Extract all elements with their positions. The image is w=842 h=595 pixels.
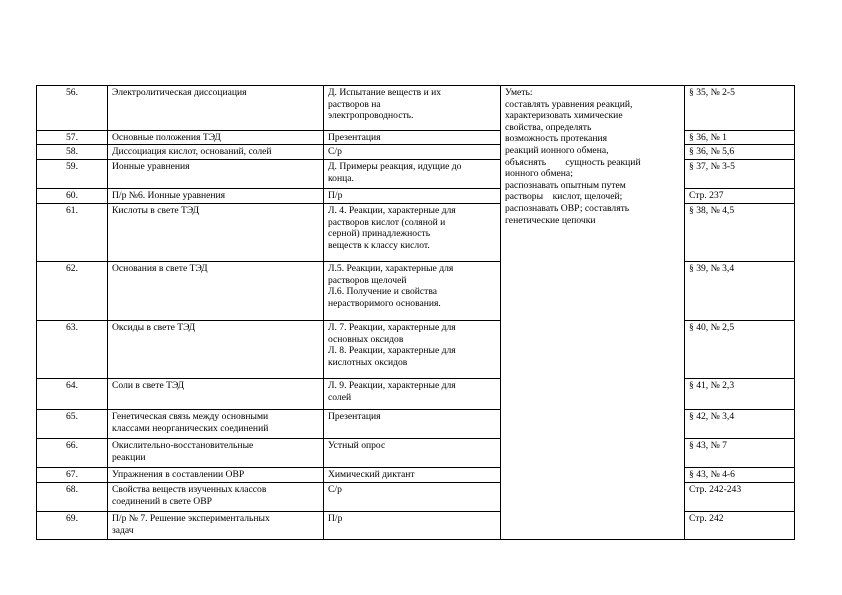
- lesson-topic: [108, 512, 324, 540]
- lesson-topic: [108, 321, 324, 379]
- homework-cell: § 40, № 2,5: [685, 321, 795, 379]
- topic-line: Основания в свете ТЭД: [112, 263, 208, 274]
- experiment-line: С/р: [328, 484, 342, 495]
- requirement-line: свойства, определять: [505, 121, 592, 133]
- topic-line: Ионные уравнения: [112, 161, 190, 172]
- homework-cell: § 42, № 3,4: [685, 410, 795, 439]
- homework-cell: § 38, № 4,5: [685, 204, 795, 262]
- lesson-experiment: [324, 410, 501, 439]
- requirement-line: распознавать ОВР; составлять: [505, 202, 630, 214]
- topic-line: задач: [112, 524, 134, 536]
- experiment-line: растворов кислот (соляной и: [328, 216, 446, 228]
- lesson-number: 62.: [37, 262, 108, 321]
- experiment-line: веществ к классу кислот.: [328, 239, 430, 251]
- lesson-number: 68.: [37, 483, 108, 512]
- experiment-line: нерастворимого основания.: [328, 297, 441, 309]
- table-row: [37, 86, 795, 131]
- requirement-line: генетические цепочки: [505, 214, 596, 226]
- requirement-line: объяснять сущность реакций: [505, 156, 641, 168]
- lesson-topic: [108, 483, 324, 512]
- lesson-topic: [108, 410, 324, 439]
- requirement-line: характеризовать химические: [505, 110, 623, 122]
- topic-line: Оксиды в свете ТЭД: [112, 322, 196, 333]
- lesson-topic: [108, 204, 324, 262]
- lesson-experiment: [324, 204, 501, 262]
- lesson-topic: [108, 86, 324, 131]
- homework-cell: § 39, № 3,4: [685, 262, 795, 321]
- lesson-number: 67.: [37, 468, 108, 483]
- requirement-line: составлять уравнения реакций,: [505, 98, 633, 110]
- lesson-topic: [108, 262, 324, 321]
- experiment-line: электропроводность.: [328, 110, 414, 122]
- homework-cell: Стр. 242: [685, 512, 795, 540]
- lesson-number: 56.: [37, 86, 108, 131]
- homework-cell: § 36, № 1: [685, 131, 795, 145]
- requirement-line: возможность протекания: [505, 133, 608, 145]
- homework-cell: § 35, № 2-5: [685, 86, 795, 131]
- lesson-topic: [108, 160, 324, 189]
- experiment-line: солей: [328, 391, 352, 403]
- lesson-topic: [108, 439, 324, 468]
- homework-cell: Стр. 237: [685, 189, 795, 204]
- topic-line: П/р № 7. Решение экспериментальных: [112, 513, 270, 524]
- experiment-line: С/р: [328, 146, 342, 157]
- lesson-number: 66.: [37, 439, 108, 468]
- lesson-experiment: [324, 86, 501, 131]
- experiment-line: растворов щелочей: [328, 274, 407, 286]
- requirement-line: распознавать опытным путем: [505, 179, 626, 191]
- lesson-experiment: [324, 189, 501, 204]
- requirement-line: ионного обмена;: [505, 168, 573, 180]
- experiment-line: кислотных оксидов: [328, 356, 408, 368]
- topic-line: соединений в свете ОВР: [112, 495, 212, 507]
- homework-cell: § 43, № 7: [685, 439, 795, 468]
- lesson-number: 69.: [37, 512, 108, 540]
- experiment-line: Л.6. Получение и свойства: [328, 286, 437, 298]
- lesson-experiment: [324, 321, 501, 379]
- requirements-cell: [501, 86, 685, 540]
- experiment-line: растворов на: [328, 98, 381, 110]
- lesson-experiment: [324, 439, 501, 468]
- experiment-line: П/р: [328, 190, 343, 201]
- experiment-line: Л. 8. Реакции, характерные для: [328, 345, 456, 357]
- topic-line: Основные положения ТЭД: [112, 132, 221, 143]
- lesson-experiment: [324, 468, 501, 483]
- topic-line: реакции: [112, 451, 146, 463]
- homework-cell: § 43, № 4-6: [685, 468, 795, 483]
- topic-line: Окислительно-восстановительные: [112, 440, 254, 451]
- homework-cell: § 36, № 5,6: [685, 145, 795, 160]
- topic-line: Кислоты в свете ТЭД: [112, 205, 199, 216]
- requirement-line: Уметь:: [505, 87, 533, 98]
- experiment-line: основных оксидов: [328, 333, 404, 345]
- lesson-number: 64.: [37, 379, 108, 410]
- lesson-number: 61.: [37, 204, 108, 262]
- lesson-topic: [108, 189, 324, 204]
- experiment-line: Д. Примеры реакция, идущие до: [328, 161, 462, 172]
- experiment-line: Д. Испытание веществ и их: [328, 87, 442, 98]
- experiment-line: Презентация: [328, 411, 381, 422]
- topic-line: Генетическая связь между основными: [112, 411, 269, 422]
- requirement-line: растворы кислот, щелочей;: [505, 191, 623, 203]
- lesson-number: 65.: [37, 410, 108, 439]
- lesson-experiment: [324, 512, 501, 540]
- experiment-line: серной) принадлежность: [328, 228, 431, 240]
- experiment-line: Устный опрос: [328, 440, 386, 451]
- lesson-experiment: [324, 483, 501, 512]
- topic-line: классами неорганических соединений: [112, 422, 269, 434]
- experiment-line: Л. 7. Реакции, характерные для: [328, 322, 456, 333]
- lesson-experiment: [324, 379, 501, 410]
- topic-line: Свойства веществ изученных классов: [112, 484, 267, 495]
- experiment-line: П/р: [328, 513, 343, 524]
- topic-line: П/р №6. Ионные уравнения: [112, 190, 226, 201]
- requirement-line: реакций ионного обмена,: [505, 144, 609, 156]
- homework-cell: Стр. 242-243: [685, 483, 795, 512]
- topic-line: Соли в свете ТЭД: [112, 380, 185, 391]
- lesson-number: 60.: [37, 189, 108, 204]
- lesson-number: 57.: [37, 131, 108, 145]
- lesson-experiment: [324, 131, 501, 145]
- lesson-experiment: [324, 262, 501, 321]
- experiment-line: Химический диктант: [328, 469, 415, 480]
- lesson-topic: [108, 468, 324, 483]
- topic-line: Электролитическая диссоциация: [112, 87, 247, 98]
- lesson-number: 58.: [37, 145, 108, 160]
- lesson-experiment: [324, 160, 501, 189]
- homework-cell: § 41, № 2,3: [685, 379, 795, 410]
- lesson-topic: [108, 145, 324, 160]
- experiment-line: Презентация: [328, 132, 381, 143]
- experiment-line: конца.: [328, 172, 354, 184]
- lesson-number: 59.: [37, 160, 108, 189]
- topic-line: Диссоциация кислот, оснований, солей: [112, 146, 272, 157]
- lesson-number: 63.: [37, 321, 108, 379]
- homework-cell: § 37, № 3-5: [685, 160, 795, 189]
- lesson-experiment: [324, 145, 501, 160]
- experiment-line: Л. 4. Реакции, характерные для: [328, 205, 456, 216]
- lesson-topic: [108, 379, 324, 410]
- experiment-line: Л. 9. Реакции, характерные для: [328, 380, 456, 391]
- lesson-topic: [108, 131, 324, 145]
- experiment-line: Л.5. Реакции, характерные для: [328, 263, 454, 274]
- lesson-plan-table: [36, 85, 795, 540]
- topic-line: Упражнения в составлении ОВР: [112, 469, 245, 480]
